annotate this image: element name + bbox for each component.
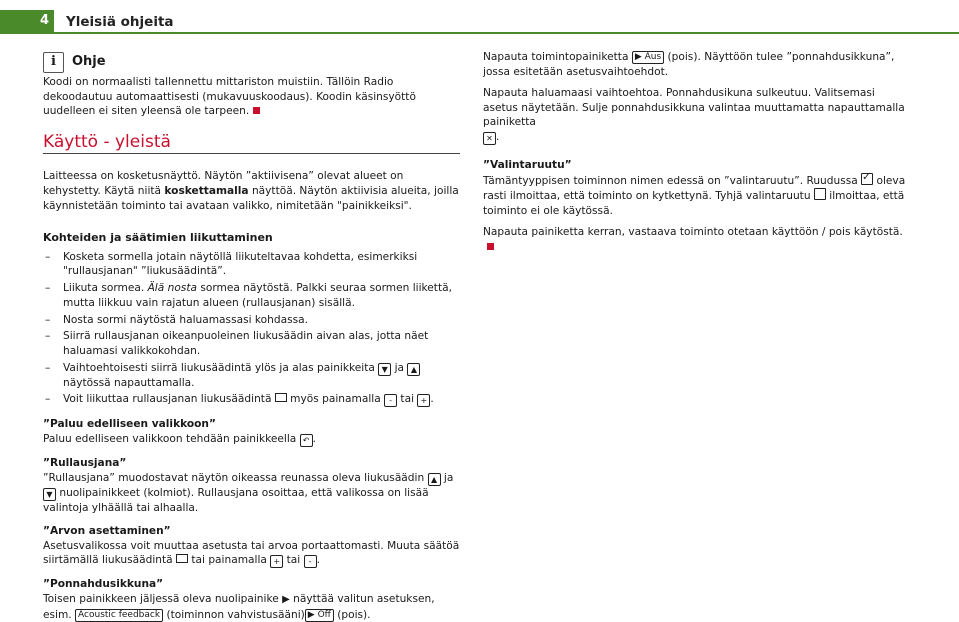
slider-icon: [275, 393, 287, 402]
list-item: – Kosketa sormella jotain näytöllä liikuteltavaa kohdetta, esimerkiksi "rullausjanan" ”liukusäädintä”.: [43, 250, 463, 279]
play-arrow-icon: ▶: [282, 594, 290, 605]
checkbox-toggle-text: Napauta painiketta kerran, vastaava toiminto otetaan käyttöön / pois käytöstä.: [483, 225, 913, 254]
back-key-icon: ↶: [300, 434, 313, 447]
minus-key-icon: -: [384, 394, 397, 407]
acoustic-feedback-key: Acoustic feedback: [75, 609, 163, 622]
scrollbar-text: ”Rullausjana” muodostavat näytön oikeassa reunassa oleva liukusäädin ▲ ja ▼ nuolipainikkeet (kolmiot). Rullausjana osoittaa, että valikossa on lisää valintoja ylhäällä tai alhaalla.: [43, 471, 454, 514]
value-text: Asetusvalikossa voit muuttaa asetusta tai arvoa portaattomasti. Muuta säätöä siirtämällä liukusäädintä tai painamalla + tai - .: [43, 539, 460, 567]
section-title: Käyttö - yleistä: [43, 135, 460, 155]
checked-checkbox-icon: ✓: [861, 173, 873, 185]
arrow-down-key-icon: ▼: [43, 488, 56, 501]
close-key-icon: ✕: [483, 132, 496, 145]
arrow-down-key-icon: ▼: [378, 363, 391, 376]
controls-list: [43, 250, 463, 408]
popup-heading: ”Ponnahdusikkuna”: [43, 578, 164, 591]
arrow-up-key-icon: ▲: [428, 473, 441, 486]
page-number: 4: [40, 13, 50, 28]
arrow-up-key-icon: ▲: [407, 363, 420, 376]
scrollbar-heading: ”Rullausjana”: [43, 457, 127, 470]
right-paragraph-1: Napauta toimintopainiketta ▶ Aus (pois). Näyttöön tulee ”ponnahdusikkuna”, jossa esitetään asetusvaihtoehdot.: [483, 51, 895, 78]
end-mark-icon: [253, 107, 260, 114]
checkbox-heading: ”Valintaruutu”: [483, 158, 572, 171]
list-item: – Nosta sormi näytöstä haluamassasi kohdassa.: [43, 313, 463, 328]
section-intro: Laitteessa on kosketusnäyttö. Näytön ”aktiivisena” olevat alueet on kehystetty. Käytä niitä koskettamalla näyttöä. Näytön aktiivisia alueita, joilla käynnistetään toiminto tai avataan valikko, nimitetään "painikkeiksi".: [43, 170, 459, 212]
back-text: Paluu edelliseen valikkoon tehdään painikkeella ↶ .: [43, 433, 316, 446]
slider-icon: [176, 554, 188, 563]
left-column: [43, 52, 463, 622]
info-icon: i: [43, 52, 64, 73]
header-rule: [54, 32, 959, 34]
end-mark-icon: [487, 243, 494, 250]
note-header: [43, 52, 463, 73]
note-text: Koodi on normaalisti tallennettu mittariston muistiin. Tällöin Radio dekoodautuu automaattisesti (mukavuuskoodaus). Koodin käsinsyöttö uudelleen ei siten yleensä ole tarpeen.: [43, 76, 416, 118]
aus-key: ▶ Aus: [632, 51, 664, 64]
popup-text: Toisen painikkeen jäljessä oleva nuolipainike ▶ näyttää valitun asetuksen, esim. Acoustic feedback (toiminnon vahvistusääni) ▶ Off (pois).: [43, 593, 435, 621]
off-key: ▶ Off: [305, 609, 334, 622]
list-item: – Voit liikuttaa rullausjanan liukusäädintä myös painamalla - tai + .: [43, 392, 463, 407]
note-title: Ohje: [72, 54, 106, 70]
right-column: [483, 50, 913, 255]
back-heading: ”Paluu edelliseen valikkoon”: [43, 418, 216, 431]
plus-key-icon: +: [270, 555, 283, 568]
page-header: [0, 10, 959, 34]
list-item: – Siirrä rullausjanan oikeanpuoleinen liukusäädin aivan alas, jotta näet haluamasi valikkokohdan.: [43, 329, 463, 358]
plus-key-icon: +: [417, 394, 430, 407]
list-item: – Liikuta sormea. Älä nosta sormea näytöstä. Palkki seuraa sormen liikettä, mutta liikkuu vain rajatun alueen (rullausjanan) sisällä.: [43, 281, 463, 310]
minus-key-icon: -: [304, 555, 317, 568]
checkbox-text: Tämäntyyppisen toiminnon nimen edessä on ”valintaruutu”. Ruudussa ✓ oleva rasti ilmoittaa, että toiminto on kytkettynä. Tyhjä valintaruutu ilmoittaa, että toiminto ei ole käytössä.: [483, 171, 906, 217]
page-title: Yleisiä ohjeita: [66, 14, 174, 30]
value-heading: ”Arvon asettaminen”: [43, 525, 171, 538]
right-paragraph-2: Napauta haluamaasi vaihtoehtoa. Ponnahdusikuna sulkeutuu. Valitsemasi asetus näytetään. Sulje ponnahdusikkuna valintaa muuttamatta napauttamalla painiketta ✕ .: [483, 87, 905, 143]
empty-checkbox-icon: [814, 188, 826, 200]
list-item: – Vaihtoehtoisesti siirrä liukusäädintä ylös ja alas painikkeita ▼ ja ▲ näytössä napauttamalla.: [43, 361, 463, 391]
controls-heading: Kohteiden ja säätimien liikuttaminen: [43, 231, 273, 245]
